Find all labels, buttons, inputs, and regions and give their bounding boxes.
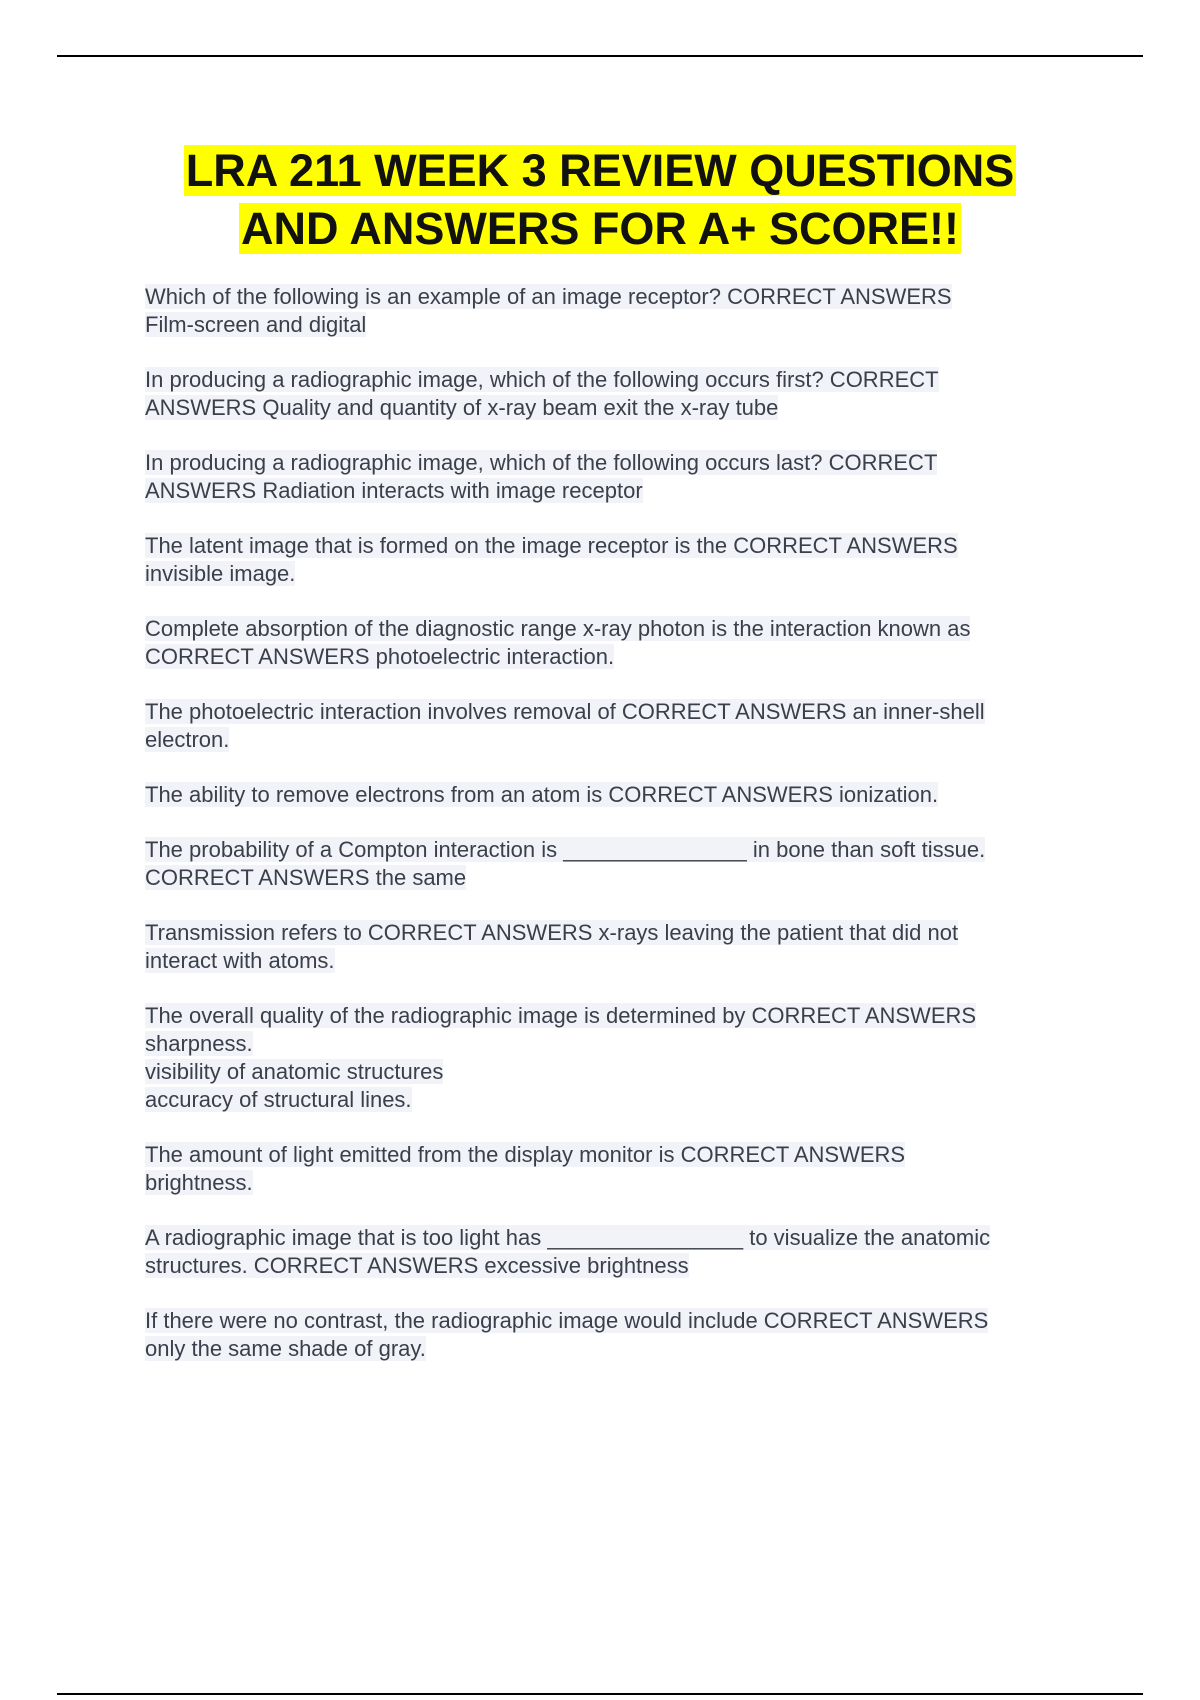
bottom-rule xyxy=(57,1693,1143,1695)
qa-line-text: CORRECT ANSWERS the same xyxy=(145,865,467,890)
qa-line xyxy=(145,615,1085,643)
qa-line-text: A radiographic image that is too light has ________________ to visualize the anatomic xyxy=(145,1225,991,1250)
qa-item xyxy=(145,1307,1085,1363)
qa-list xyxy=(145,283,1085,1390)
qa-item xyxy=(145,283,1085,339)
qa-line xyxy=(145,477,1085,505)
qa-line-text: Film-screen and digital xyxy=(145,312,367,337)
qa-line xyxy=(145,1335,1085,1363)
qa-item xyxy=(145,366,1085,422)
qa-line xyxy=(145,366,1085,394)
qa-line-text: ANSWERS Quality and quantity of x-ray beam exit the x-ray tube xyxy=(145,395,779,420)
qa-line xyxy=(145,1002,1085,1030)
qa-item xyxy=(145,615,1085,671)
qa-line-text: The ability to remove electrons from an atom is CORRECT ANSWERS ionization. xyxy=(145,782,939,807)
qa-line xyxy=(145,1224,1085,1252)
qa-line xyxy=(145,1169,1085,1197)
qa-item xyxy=(145,1002,1085,1114)
qa-line xyxy=(145,698,1085,726)
qa-line-text: invisible image. xyxy=(145,561,296,586)
qa-line-text: The probability of a Compton interaction is _______________ in bone than soft tissue. xyxy=(145,837,986,862)
qa-line-text: CORRECT ANSWERS photoelectric interaction. xyxy=(145,644,615,669)
qa-line xyxy=(145,836,1085,864)
qa-line-text: The photoelectric interaction involves removal of CORRECT ANSWERS an inner-shell xyxy=(145,699,985,724)
qa-item xyxy=(145,1224,1085,1280)
qa-line-text: The overall quality of the radiographic image is determined by CORRECT ANSWERS xyxy=(145,1003,977,1028)
qa-line-text: In producing a radiographic image, which of the following occurs last? CORRECT xyxy=(145,450,938,475)
qa-line-text: The latent image that is formed on the image receptor is the CORRECT ANSWERS xyxy=(145,533,958,558)
qa-line xyxy=(145,781,1085,809)
qa-item xyxy=(145,919,1085,975)
qa-line xyxy=(145,947,1085,975)
qa-line xyxy=(145,1058,1085,1086)
qa-item xyxy=(145,781,1085,809)
document-title xyxy=(100,142,1100,258)
qa-line-text: Complete absorption of the diagnostic range x-ray photon is the interaction known as xyxy=(145,616,971,641)
top-rule xyxy=(57,55,1143,57)
qa-line-text: visibility of anatomic structures xyxy=(145,1059,444,1084)
qa-line xyxy=(145,1141,1085,1169)
qa-item xyxy=(145,698,1085,754)
qa-line xyxy=(145,1086,1085,1114)
qa-line-text: only the same shade of gray. xyxy=(145,1336,426,1361)
qa-item xyxy=(145,532,1085,588)
qa-line-text: If there were no contrast, the radiographic image would include CORRECT ANSWERS xyxy=(145,1308,989,1333)
qa-line-text: In producing a radiographic image, which of the following occurs first? CORRECT xyxy=(145,367,939,392)
qa-line xyxy=(145,449,1085,477)
title-line-2: AND ANSWERS FOR A+ SCORE!! xyxy=(241,203,959,254)
qa-line xyxy=(145,864,1085,892)
qa-line-text: ANSWERS Radiation interacts with image receptor xyxy=(145,478,643,503)
qa-line xyxy=(145,1252,1085,1280)
qa-line xyxy=(145,532,1085,560)
qa-line-text: accuracy of structural lines. xyxy=(145,1087,412,1112)
qa-line-text: electron. xyxy=(145,727,230,752)
qa-line-text: Transmission refers to CORRECT ANSWERS x-rays leaving the patient that did not xyxy=(145,920,959,945)
qa-line xyxy=(145,283,1085,311)
qa-line xyxy=(145,726,1085,754)
qa-line-text: The amount of light emitted from the display monitor is CORRECT ANSWERS xyxy=(145,1142,906,1167)
qa-line xyxy=(145,1307,1085,1335)
qa-line-text: structures. CORRECT ANSWERS excessive brightness xyxy=(145,1253,689,1278)
title-line-1: LRA 211 WEEK 3 REVIEW QUESTIONS xyxy=(185,145,1015,196)
qa-line xyxy=(145,311,1085,339)
qa-line xyxy=(145,1030,1085,1058)
qa-item xyxy=(145,836,1085,892)
qa-line-text: brightness. xyxy=(145,1170,253,1195)
qa-line-text: interact with atoms. xyxy=(145,948,335,973)
qa-line-text: Which of the following is an example of an image receptor? CORRECT ANSWERS xyxy=(145,284,952,309)
qa-item xyxy=(145,449,1085,505)
qa-line xyxy=(145,643,1085,671)
qa-line-text: sharpness. xyxy=(145,1031,253,1056)
qa-line xyxy=(145,919,1085,947)
qa-item xyxy=(145,1141,1085,1197)
qa-line xyxy=(145,394,1085,422)
qa-line xyxy=(145,560,1085,588)
